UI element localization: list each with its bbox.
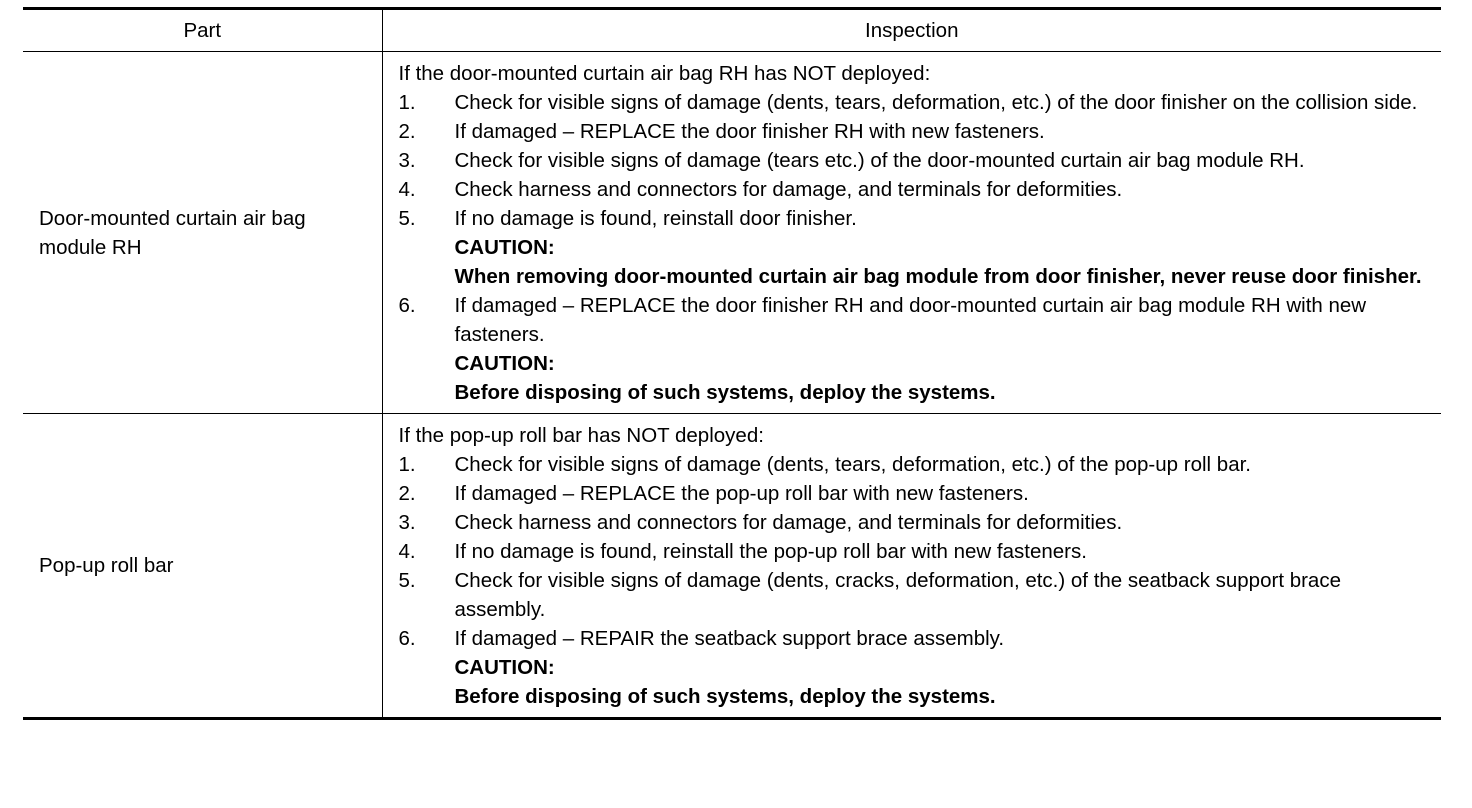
inspection-table	[23, 7, 1441, 720]
step-number: 5.	[398, 569, 416, 592]
step-number: 2.	[398, 120, 416, 143]
caution-label: CAUTION:	[454, 352, 555, 375]
step-number: 6.	[398, 627, 416, 650]
step-text: If damaged – REPLACE the door finisher RH with new fasteners.	[454, 120, 1045, 143]
inspection-step	[399, 204, 1432, 291]
step-number: 1.	[398, 453, 416, 476]
inspection-step	[399, 508, 1432, 537]
step-text: Check for visible signs of damage (dents, tears, deformation, etc.) of the door finisher on the collision side.	[454, 91, 1418, 114]
caution-text: Before disposing of such systems, deploy the systems.	[454, 685, 996, 708]
step-text: Check harness and connectors for damage, and terminals for deformities.	[454, 511, 1123, 534]
part-name: Door-mounted curtain air bag module RH	[23, 52, 382, 414]
inspection-cell	[382, 52, 1441, 414]
step-text: Check for visible signs of damage (dents, cracks, deformation, etc.) of the seatback support brace assembly.	[454, 569, 1341, 621]
step-number: 4.	[398, 540, 416, 563]
header-part: Part	[23, 9, 382, 52]
step-number: 6.	[398, 294, 416, 317]
step-number: 3.	[398, 149, 416, 172]
step-text: Check harness and connectors for damage, and terminals for deformities.	[454, 178, 1123, 201]
step-text: If damaged – REPAIR the seatback support brace assembly.	[454, 627, 1005, 650]
inspection-step	[399, 117, 1432, 146]
inspection-steps	[399, 450, 1432, 711]
inspection-intro: If the door-mounted curtain air bag RH has NOT deployed:	[398, 62, 931, 85]
step-text: Check for visible signs of damage (tears etc.) of the door-mounted curtain air bag module RH.	[454, 149, 1305, 172]
inspection-step	[399, 624, 1432, 711]
inspection-step	[399, 566, 1432, 624]
table-header-row	[23, 9, 1441, 52]
inspection-step	[399, 479, 1432, 508]
step-text: If damaged – REPLACE the door finisher RH and door-mounted curtain air bag module RH with new fasteners.	[454, 294, 1367, 346]
step-text: Check for visible signs of damage (dents, tears, deformation, etc.) of the pop-up roll bar.	[454, 453, 1251, 476]
caution-label: CAUTION:	[454, 656, 555, 679]
step-number: 1.	[398, 91, 416, 114]
caution-text: Before disposing of such systems, deploy the systems.	[454, 381, 996, 404]
header-inspection: Inspection	[865, 19, 959, 42]
step-text: If damaged – REPLACE the pop-up roll bar with new fasteners.	[454, 482, 1029, 505]
inspection-intro: If the pop-up roll bar has NOT deployed:	[398, 424, 764, 447]
inspection-step	[399, 88, 1432, 117]
table-row	[23, 414, 1441, 719]
step-number: 3.	[398, 511, 416, 534]
step-text: If no damage is found, reinstall door finisher.	[454, 207, 857, 230]
caution-label: CAUTION:	[454, 236, 555, 259]
step-text: If no damage is found, reinstall the pop-up roll bar with new fasteners.	[454, 540, 1087, 563]
inspection-step	[399, 146, 1432, 175]
table-row	[23, 52, 1441, 414]
step-number: 2.	[398, 482, 416, 505]
inspection-step	[399, 175, 1432, 204]
step-number: 4.	[398, 178, 416, 201]
inspection-step	[399, 537, 1432, 566]
caution-text: When removing door-mounted curtain air bag module from door finisher, never reuse door finisher.	[454, 265, 1422, 288]
inspection-cell	[382, 414, 1441, 719]
part-name: Pop-up roll bar	[23, 414, 382, 719]
inspection-step	[399, 450, 1432, 479]
step-number: 5.	[398, 207, 416, 230]
inspection-steps	[399, 88, 1432, 407]
inspection-step	[399, 291, 1432, 407]
